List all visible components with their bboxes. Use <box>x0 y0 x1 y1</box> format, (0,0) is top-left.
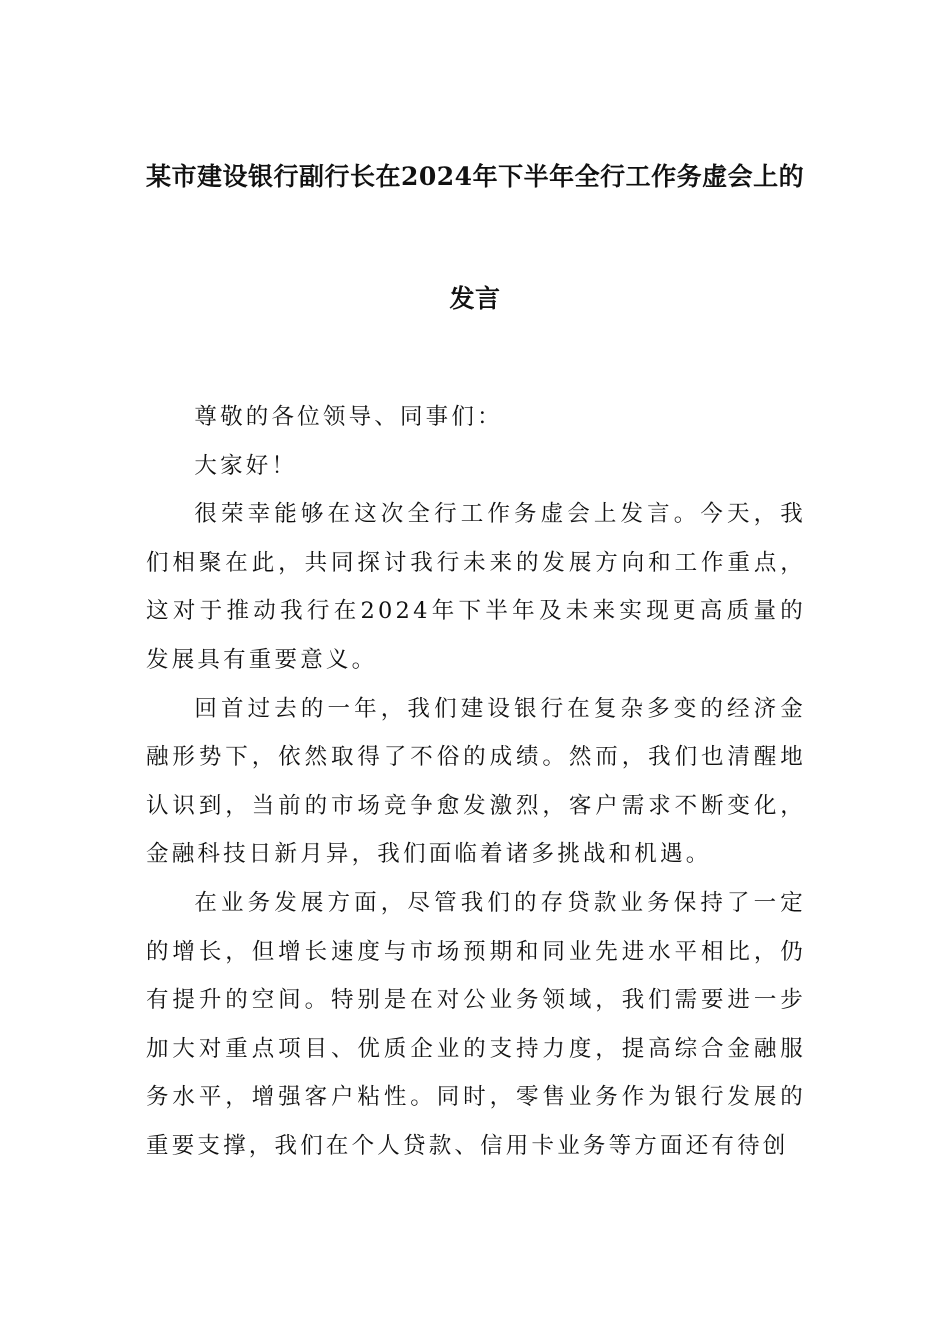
document-body <box>146 393 806 1171</box>
document-title-line-2: 发言 <box>449 284 501 313</box>
greeting: 大家好！ <box>194 452 298 479</box>
body-paragraph: 回首过去的一年，我们建设银行在复杂多变的经济金融形势下，依然取得了不俗的成绩。然而，我们也清醒地认识到，当前的市场竞争愈发激烈，客户需求不断变化，金融科技日新月异，我们面临着诸多挑战和机遇。 <box>146 695 806 868</box>
salutation: 尊敬的各位领导、同事们： <box>194 404 503 430</box>
document-title-line-1: 某市建设银行副行长在2024年下半年全行工作务虚会上的 <box>146 162 805 191</box>
body-paragraph: 很荣幸能够在这次全行工作务虚会上发言。今天，我们相聚在此，共同探讨我行未来的发展方向和工作重点，这对于推动我行在2024年下半年及未来实现更高质量的发展具有重要意义。 <box>146 501 806 673</box>
body-paragraph: 在业务发展方面，尽管我们的存贷款业务保持了一定的增长，但增长速度与市场预期和同业先进水平相比，仍有提升的空间。特别是在对公业务领域，我们需要进一步加大对重点项目、优质企业的支持力度，提高综合金融服务水平，增强客户粘性。同时，零售业务作为银行发展的重要支撑，我们在个人贷款、信用卡业务等方面还有待创 <box>146 889 806 1159</box>
